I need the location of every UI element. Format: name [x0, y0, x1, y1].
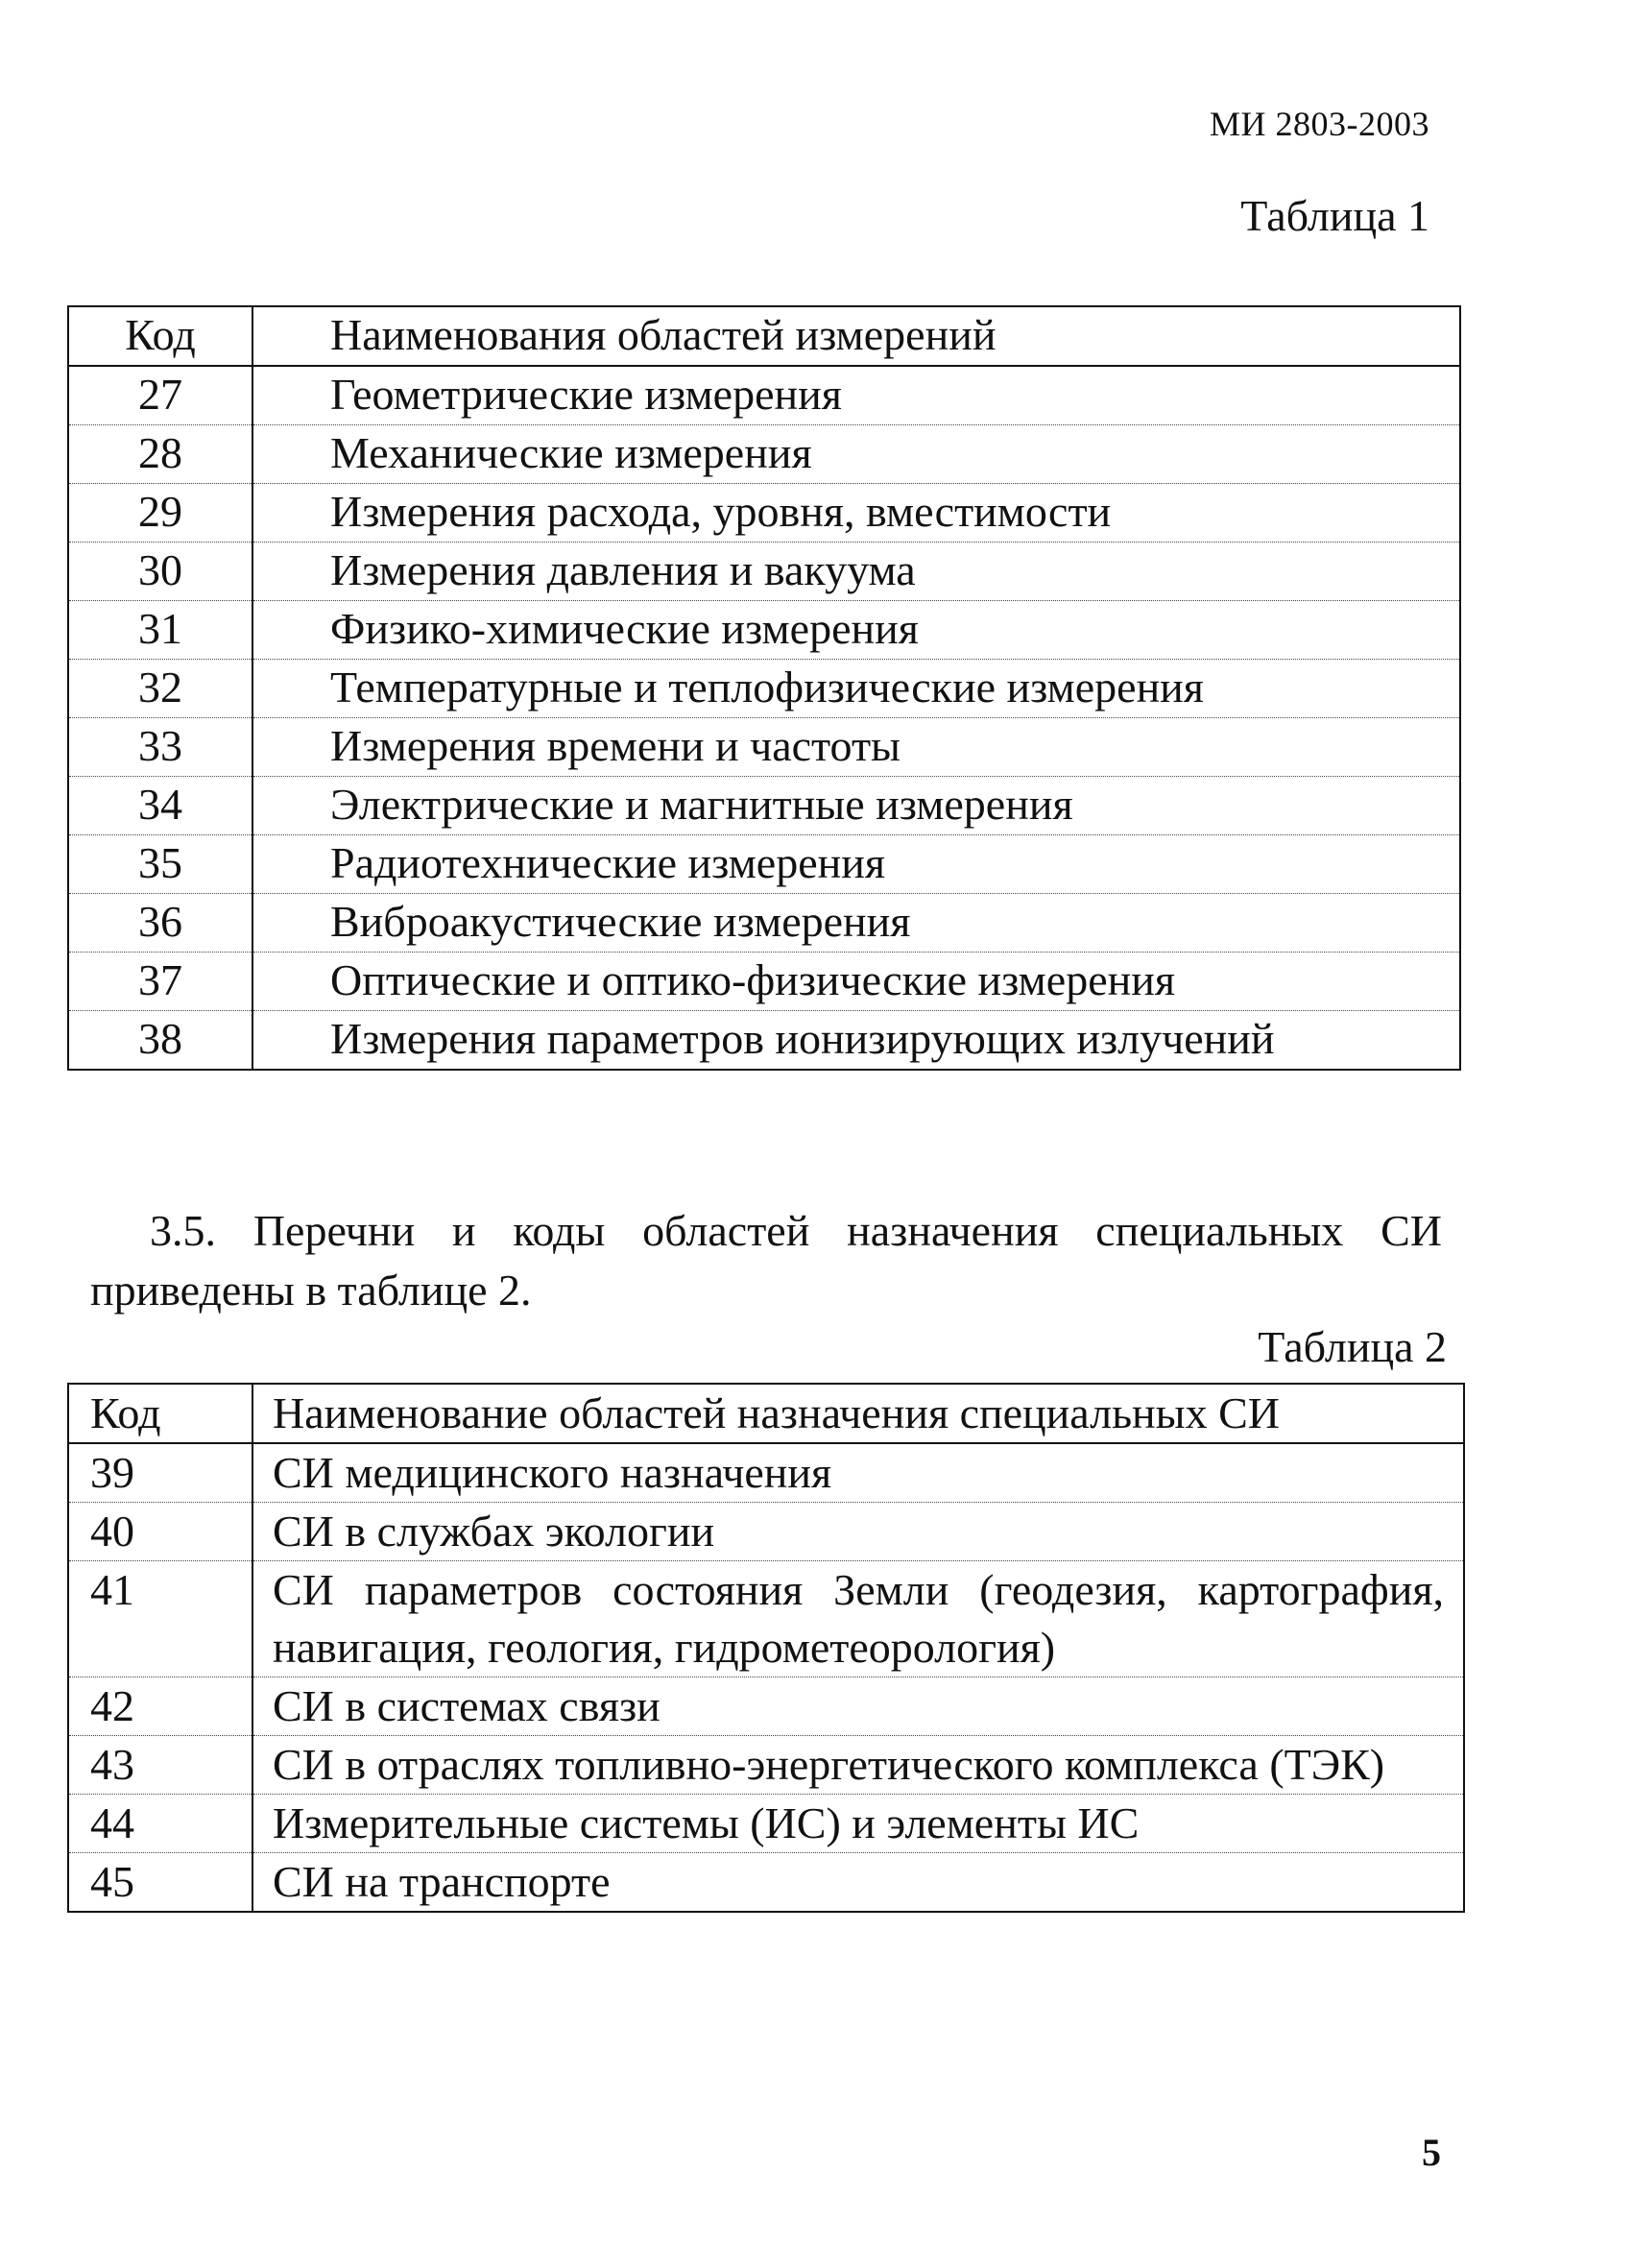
table-row [68, 1795, 1464, 1853]
row-code: 41 [68, 1561, 252, 1677]
row-name: СИ в службах экологии [252, 1503, 1464, 1561]
table-1-label: Таблица 1 [1240, 191, 1429, 240]
row-code: 27 [68, 366, 252, 425]
table-row [68, 777, 1460, 835]
row-code: 29 [68, 484, 252, 543]
table-2-special-purpose-areas [67, 1383, 1465, 1913]
row-name: СИ параметров состояния Земли (геодезия, картография, навигация, геология, гидрометеорология) [252, 1561, 1464, 1677]
table-row [68, 894, 1460, 953]
row-code: 37 [68, 953, 252, 1011]
row-code: 45 [68, 1853, 252, 1913]
table-row [68, 1503, 1464, 1561]
page-number: 5 [1422, 2131, 1441, 2174]
table-row [68, 543, 1460, 601]
row-name: СИ в системах связи [252, 1677, 1464, 1736]
row-name: Измерительные системы (ИС) и элементы ИС [252, 1795, 1464, 1853]
table-row [68, 835, 1460, 894]
table-row [68, 484, 1460, 543]
row-code: 34 [68, 777, 252, 835]
row-code: 31 [68, 601, 252, 660]
row-name: Электрические и магнитные измерения [252, 777, 1460, 835]
paragraph-3-5: 3.5. Перечни и коды областей назначения специальных СИ приведены в таблице 2. [90, 1206, 1442, 1315]
document-code: МИ 2803-2003 [1210, 105, 1429, 143]
row-name: Измерения давления и вакуума [252, 543, 1460, 601]
table-row [68, 366, 1460, 425]
row-code: 43 [68, 1736, 252, 1795]
table-row [68, 1443, 1464, 1503]
table-2-label: Таблица 2 [1258, 1322, 1447, 1371]
row-code: 36 [68, 894, 252, 953]
table-row [68, 1853, 1464, 1913]
row-name: Оптические и оптико-физические измерения [252, 953, 1460, 1011]
row-name: СИ на транспорте [252, 1853, 1464, 1913]
table-row [68, 1011, 1460, 1071]
column-header-code: Код [68, 306, 252, 366]
row-code: 28 [68, 425, 252, 484]
row-code: 33 [68, 718, 252, 777]
row-name: Физико-химические измерения [252, 601, 1460, 660]
row-code: 32 [68, 660, 252, 718]
table-row [68, 660, 1460, 718]
row-code: 39 [68, 1443, 252, 1503]
table-row [68, 1736, 1464, 1795]
row-code: 35 [68, 835, 252, 894]
row-name: СИ в отраслях топливно-энергетического комплекса (ТЭК) [252, 1736, 1464, 1795]
table-row [68, 1561, 1464, 1677]
table-header-row [68, 1384, 1464, 1443]
column-header-code: Код [68, 1384, 252, 1443]
row-code: 40 [68, 1503, 252, 1561]
table-row [68, 601, 1460, 660]
table-row [68, 1677, 1464, 1736]
table-1-measurement-areas [67, 305, 1461, 1071]
row-name: Радиотехнические измерения [252, 835, 1460, 894]
table-row [68, 953, 1460, 1011]
row-code: 30 [68, 543, 252, 601]
column-header-name: Наименование областей назначения специальных СИ [252, 1384, 1464, 1443]
row-name: Геометрические измерения [252, 366, 1460, 425]
column-header-name: Наименования областей измерений [252, 306, 1460, 366]
row-code: 44 [68, 1795, 252, 1853]
row-name: Механические измерения [252, 425, 1460, 484]
table-row [68, 425, 1460, 484]
row-code: 42 [68, 1677, 252, 1736]
row-name: Измерения параметров ионизирующих излучений [252, 1011, 1460, 1071]
row-code: 38 [68, 1011, 252, 1071]
table-row [68, 718, 1460, 777]
table-header-row [68, 306, 1460, 366]
row-name: СИ медицинского назначения [252, 1443, 1464, 1503]
row-name: Измерения времени и частоты [252, 718, 1460, 777]
row-name: Виброакустические измерения [252, 894, 1460, 953]
row-name: Температурные и теплофизические измерения [252, 660, 1460, 718]
row-name: Измерения расхода, уровня, вместимости [252, 484, 1460, 543]
